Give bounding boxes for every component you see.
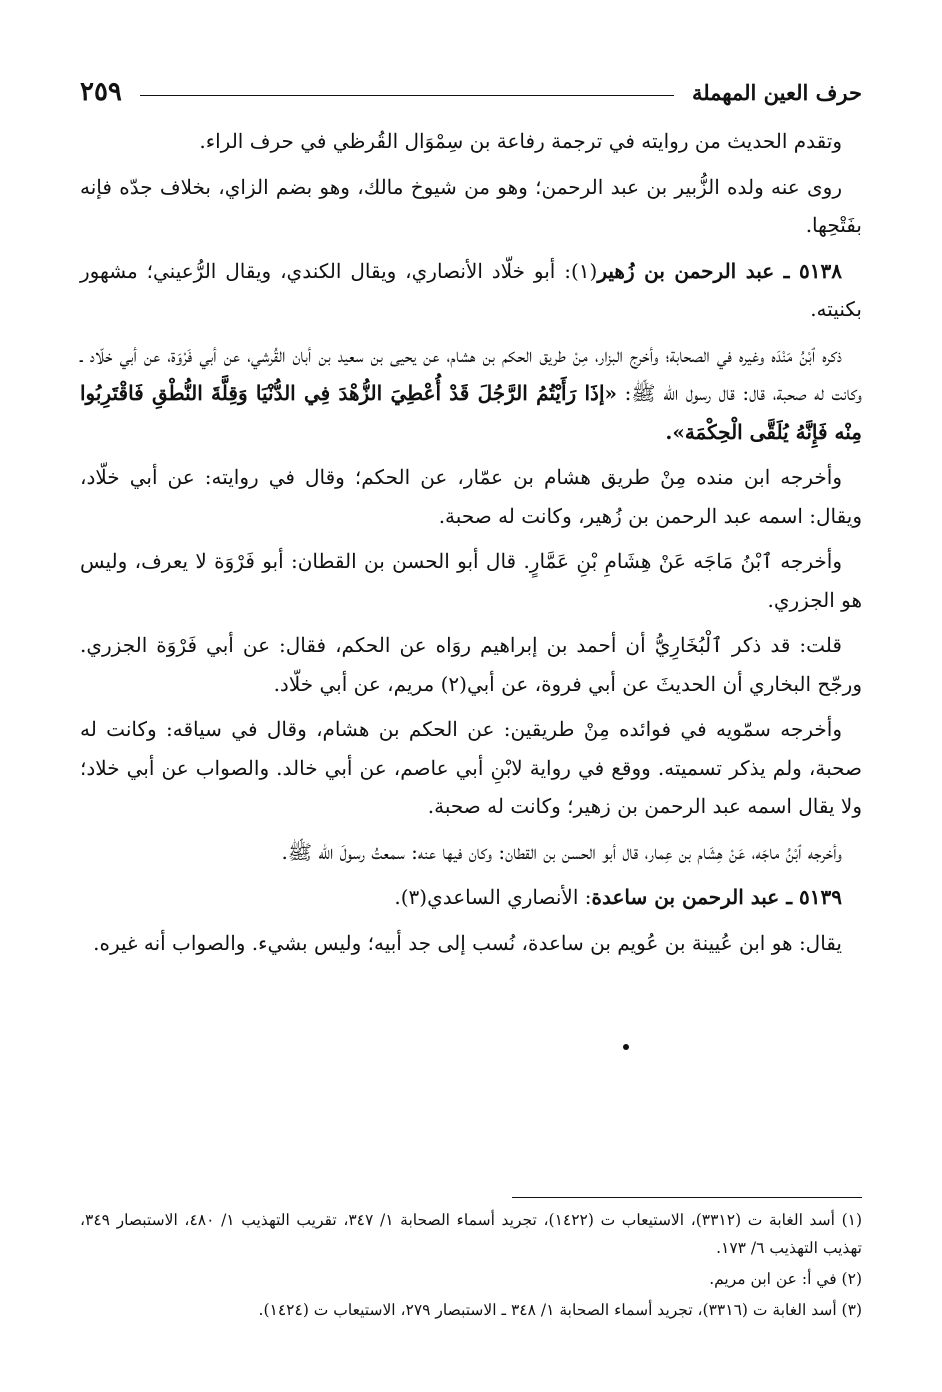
entry-heading: ٥١٣٩ ـ عبد الرحمن بن ساعدة	[591, 885, 842, 909]
page-number: ٢٥٩	[80, 77, 122, 107]
paragraph	[80, 710, 862, 826]
paragraph-text: روى عنه ولده الزُّبير بن عبد الرحمن؛ وهو من شيوخ مالك، وهو بضم الزاي، بخلاف جدّه فإنه بفَتْحِها.	[80, 174, 862, 237]
paragraph	[80, 924, 862, 963]
main-text	[80, 122, 862, 969]
paragraph	[80, 336, 862, 452]
footnote: (١) أسد الغابة ت (٣٣١٢)، الاستيعاب ت (١٤٢٢)، تجريد أسماء الصحابة ١/ ٣٤٧، تقريب التهذيب ١/ ٤٨٠، الاستبصار ٣٤٩، تهذيب التهذيب ٦/ ١٧٣.	[80, 1211, 863, 1257]
footnotes	[80, 1206, 862, 1327]
paragraph	[80, 542, 862, 619]
paragraph-text: وأخرجه ابن منده مِنْ طريق هشام بن عمّار، عن الحكم؛ وقال في روايته: عن أبي خلّاد، ويقال: اسمه عبد الرحمن بن زُهير، وكانت له صحبة.	[80, 465, 862, 528]
paragraph-text: : الأنصاري الساعدي(٣).	[394, 885, 592, 909]
paragraph-text: (١): أبو خلّاد الأنصاري، ويقال الكندي، ويقال الرُّعيني؛ مشهور بكنيته.	[80, 258, 862, 321]
header-rule	[140, 95, 674, 96]
paragraph-text: قلت: قد ذكر ٱلْبُخَارِيُّ أن أحمد بن إبراهيم روَاه عن الحكم، فقال: عن أبي فَرْوَة الجزري. ورجّح البخاري أن الحديثَ عن أبي فروة، عن أبي(٢) مريم، عن أبي خلّاد.	[80, 633, 862, 696]
paragraph	[80, 122, 862, 161]
running-title: حرف العين المهملة	[691, 79, 862, 105]
footnote: (٢) في أ: عن ابن مريم.	[709, 1270, 862, 1288]
hadith-quote: «إذَا رَأَيْتُمُ الرَّجُلَ قَدْ أُعْطِيَ الزُّهْدَ فِي الدُّنْيَا وَقِلَّةَ النُّطْقِ فَاقْتَرِبُوا مِنْه فَإِنَّهُ يُلَقَّى الْحِكْمَة».	[80, 381, 862, 444]
paragraph	[80, 833, 862, 872]
paragraph	[80, 626, 862, 703]
footnote-separator	[512, 1197, 862, 1198]
footnote: (٣) أسد الغابة ت (٣٣١٦)، تجريد أسماء الصحابة ١/ ٣٤٨ ـ الاستبصار ٢٧٩، الاستيعاب ت (١٤٢٤).	[258, 1301, 862, 1319]
paragraph-text: وأخرجه ٱبْنُ ماجَه، عَنْ هِشَام بن عِمار، قال أبو الحسن بن القطان: وكان فيها عنه: سمعتُ رسولَ الله ﷺ.	[281, 839, 842, 864]
entry-paragraph	[80, 252, 862, 329]
paragraph-text: وأخرجه سمّويه في فوائده مِنْ طريقين: عن الحكم بن هشام، وقال في سياقه: وكانت له صحبة، ولم يذكر تسميته. ووقع في رواية لابْنِ أبي عاصم، عن أبي خالد. والصواب عن أبي خلاد؛ ولا يقال اسمه عبد الرحمن بن زهير؛ وكانت له صحبة.	[80, 717, 862, 818]
paragraph-text: وأخرجه ٱبْنُ مَاجَه عَنْ هِشَامِ بْنِ عَمَّارٍ. قال أبو الحسن بن القطان: أبو فَرْوَة لا يعرف، وليس هو الجزري.	[80, 549, 862, 612]
paragraph-text: يقال: هو ابن عُيينة بن عُويم بن ساعدة، نُسب إلى جد أبيه؛ وليس بشيء. والصواب أنه غيره.	[93, 930, 842, 955]
entry-heading: ٥١٣٨ ـ عبد الرحمن بن زُهير	[597, 258, 842, 283]
paragraph-text: وتقدم الحديث من روايته في ترجمة رفاعة بن سِمْوَال القُرظي في حرف الراء.	[199, 129, 842, 153]
ink-dot	[623, 1044, 629, 1050]
paragraph-text: ذكره ٱبْنُ مَنْدَه وغيره في الصحابة؛ وأخرج البزار، مِنْ طريق الحكم بن هشام، عن يحيى بن سعيد بن أبان القُرشي، عن أبي فَرْوَة، عن أبي خلّاد ـ وكانت له صحبة، قال: قال رسول الله ﷺ:	[80, 342, 862, 405]
entry-paragraph	[80, 878, 862, 917]
paragraph	[80, 458, 862, 535]
paragraph	[80, 168, 862, 245]
page-header	[80, 70, 862, 114]
